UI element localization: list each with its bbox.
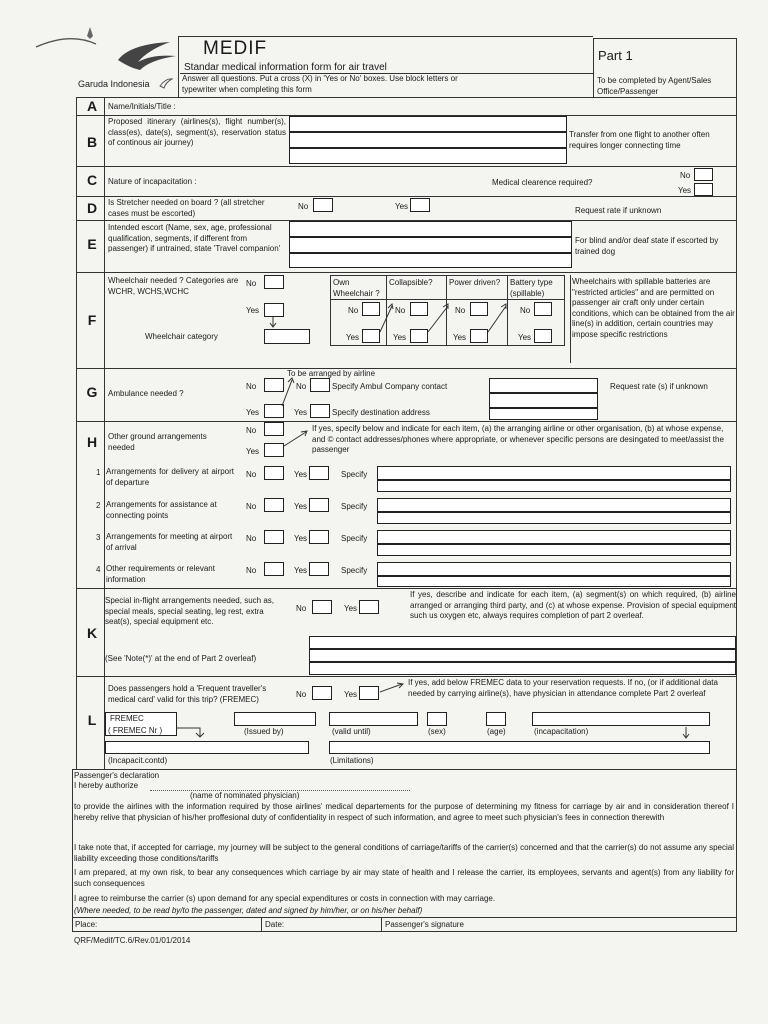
other-specify-field[interactable] [377,562,731,576]
age-field[interactable] [486,712,506,726]
ground-no-label: No [246,426,257,435]
arrow-right-icon [282,428,312,450]
assistance-specify-label: Specify [341,502,368,511]
other-specify-label: Specify [341,566,368,575]
incapacitation-label: Nature of incapacitation : [108,177,197,186]
ground-arrangements-label: Other ground arrangements needed [108,432,207,452]
arrow-down-right-icon [176,724,208,740]
form-subtitle: Standar medical information form for air travel [184,62,387,73]
ground-yes-label: Yes [246,447,260,456]
section-e-letter: E [87,236,97,252]
delivery-specify-label: Specify [341,470,368,479]
section-f-letter: F [87,312,97,328]
ambulance-destination-label: Specify destination address [332,408,430,417]
authorize-label: I hereby authorize [74,781,139,790]
brand-mark-icon [158,76,174,90]
inflight-yes-label: Yes [344,604,358,613]
signature-field[interactable] [480,918,734,931]
incapacitation-field[interactable] [532,712,710,726]
delivery-specify-field-2[interactable] [377,480,731,492]
valid-until-label: (valid until) [332,727,371,736]
wheelchair-no-checkbox[interactable] [264,275,284,289]
other-specify-field-2[interactable] [377,576,731,587]
brand-name: Garuda Indonesia [78,79,150,89]
fremec-label: FREMEC [110,714,144,723]
age-label: (age) [487,727,506,736]
signature-label: Passenger's signature [385,920,464,929]
section-h-letter: H [86,434,98,450]
airline-arranged-no-label: No [296,382,307,391]
wheelchair-yes-checkbox[interactable] [264,303,284,317]
item-2-number: 2 [96,501,101,510]
see-note-label: (See 'Note(*)' at the end of Part 2 overleaf) [105,654,257,663]
section-b-letter: B [86,134,98,150]
issued-by-field[interactable] [234,712,316,726]
clearance-no-label: No [680,171,691,180]
inflight-field-2[interactable] [309,649,736,662]
limitations-field[interactable] [329,741,710,754]
form-title: MEDIF [203,38,268,59]
issued-by-label: (Issued by) [244,727,284,736]
clearance-yes-checkbox[interactable] [694,183,713,196]
physician-name-label: (name of nominated physician) [190,791,300,800]
form-code: QRF/Medif/TC.6/Rev.01/01/2014 [74,936,191,945]
collapsible-yes-label: Yes [393,333,407,342]
clearance-yes-label: Yes [678,186,692,195]
name-field[interactable] [200,98,730,112]
fremec-no-checkbox[interactable] [312,686,332,700]
section-a-letter: A [86,98,98,114]
meeting-arrangements-label: Arrangements for meeting at airport of arrival [106,532,233,552]
stretcher-label: Is Stretcher needed on board ? (all stretcher cases must be escorted) [108,198,265,218]
delivery-yes-checkbox[interactable] [309,466,329,480]
ambulance-no-label: No [246,382,257,391]
itinerary-field-3[interactable] [289,148,567,164]
power-yes-label: Yes [453,333,467,342]
delivery-no-checkbox[interactable] [264,466,284,480]
fremec-yes-checkbox[interactable] [359,686,379,700]
other-no-checkbox[interactable] [264,562,284,576]
delivery-yes-label: Yes [294,470,308,479]
own-no-label: No [348,306,359,315]
arrow-up-icon [280,376,300,410]
itinerary-label: Proposed itinerary (airlines(s), flight number(s), class(es), date(s), segment(s), reservation status of continous air journey) [108,117,286,147]
escort-label: Intended escort (Name, sex, age, professional qualification, segments, if different from passenger) if untrained, state 'Travel companion' [108,223,281,253]
airline-arranged-yes-checkbox[interactable] [310,404,330,418]
form-instructions: Answer all questions. Put a cross (X) in 'Yes or No' boxes. Use block letters or typewriter when completing this form [182,74,458,94]
stretcher-no-checkbox[interactable] [313,198,333,212]
wheelchair-category-field[interactable] [264,329,310,344]
section-g-letter: G [86,384,98,400]
ambulance-contact-field-2[interactable] [489,393,598,408]
fremec-question-label: Does passengers hold a 'Frequent traveller's medical card' valid for this trip? (FREMEC) [108,684,267,704]
ground-yes-checkbox[interactable] [264,443,284,457]
ground-no-checkbox[interactable] [264,422,284,436]
escort-field-3[interactable] [289,253,572,268]
transfer-note: Transfer from one flight to another often requires longer connecting time [569,130,710,150]
meeting-no-label: No [246,534,257,543]
item-1-number: 1 [96,468,101,477]
name-label: Name/Initials/Title : [108,102,176,111]
inflight-arrangements-label: Special in-flight arrangements needed, such as, special meals, special seating, leg rest, extra seat(s), special equipment etc. [105,596,274,626]
place-field[interactable] [100,918,258,931]
item-4-number: 4 [96,565,101,574]
own-wheelchair-header: Own Wheelchair ? [333,278,380,298]
ambulance-contact-field[interactable] [489,378,598,393]
declaration-paragraph-5: (Where needed, to be read by/to the passenger, dated and signed by him/her, or on his/her behalf) [74,906,423,915]
ambulance-contact-label: Specify Ambul Company contact [332,382,448,391]
collapsible-no-label: No [395,306,406,315]
battery-yes-label: Yes [518,333,532,342]
section-c-letter: C [86,172,98,188]
stretcher-yes-checkbox[interactable] [410,198,430,212]
garuda-logo-icon [30,22,180,77]
inflight-field-1[interactable] [309,636,736,649]
airline-arranged-no-checkbox[interactable] [310,378,330,392]
delivery-arrangements-label: Arrangements for delivery at airport of departure [106,467,234,487]
power-no-label: No [455,306,466,315]
incapacitation-code-label: (incapacitation) [534,727,589,736]
wheelchair-category-label: Wheelchair category [145,332,218,341]
declaration-paragraph-4: I agree to reimburse the carrier (s) upon demand for any special expenditures or costs in connection with may carriage. [74,894,496,903]
spillable-battery-note: Wheelchairs with spillable batteries are "restricted articles" and are permitted on passenger air craft only under certain conditions, which can be obtained from the air line(s) in addition, certain countries may impose specific restrictions [572,277,735,339]
arranged-by-airline-label: To be arranged by airline [287,369,376,378]
inflight-yes-checkbox[interactable] [359,600,379,614]
physician-name-field[interactable] [150,782,410,791]
assistance-specify-field-2[interactable] [377,512,731,524]
stretcher-no-label: No [298,202,309,211]
clearance-label: Medical clearence required? [492,178,593,187]
fremec-yes-label: Yes [344,690,358,699]
power-driven-header: Power driven? [449,278,501,287]
declaration-title: Passenger's declaration [74,771,160,780]
assistance-yes-checkbox[interactable] [309,498,329,512]
section-k-letter: K [86,625,98,641]
fremec-note: If yes, add below FREMEC data to your reservation requests. If no, (or if additional data needed by carrying airline(s), have physician in attendance complete Part 2 overleaf [408,678,718,698]
arrow-right-icon [378,680,408,696]
battery-type-header: Battery type (spillable) [510,278,553,298]
item-3-number: 3 [96,533,101,542]
date-label: Date: [265,920,285,929]
meeting-specify-field[interactable] [377,530,731,544]
stretcher-rate-label: Request rate if unknown [575,206,662,215]
meeting-no-checkbox[interactable] [264,530,284,544]
meeting-specify-label: Specify [341,534,368,543]
arrow-down-icon [680,727,694,741]
clearance-no-checkbox[interactable] [694,168,713,181]
ambulance-rate-label: Request rate (s) if unknown [610,382,708,391]
other-no-label: No [246,566,257,575]
section-d-letter: D [86,200,98,216]
limitations-label: (Limitations) [330,756,374,765]
meeting-yes-checkbox[interactable] [309,530,329,544]
section-l-letter: L [87,712,97,728]
escort-field-1[interactable] [289,221,572,237]
part-note: To be completed by Agent/Sales Office/Passenger [597,76,712,96]
other-yes-checkbox[interactable] [309,562,329,576]
guide-dog-note: For blind and/or deaf state if escorted by trained dog [575,236,719,256]
dependency-arrows-icon [378,300,568,335]
arrow-down-icon [268,317,282,329]
airline-arranged-yes-label: Yes [294,408,308,417]
meeting-specify-field-2[interactable] [377,544,731,556]
wheelchair-no-label: No [246,279,257,288]
other-requirements-label: Other requirements or relevant information [106,564,215,584]
wheelchair-label: Wheelchair needed ? Categories are WCHR, WCHS,WCHC [108,276,239,296]
battery-no-label: No [520,306,531,315]
ambulance-destination-field[interactable] [489,408,598,420]
ground-arrangements-note: If yes, specify below and indicate for each item, (a) the arranging airline or other organisation, (b) at whose expense, and © contact addresses/phones where appropriate, or whenever specific persons are desingated to meet/assist the passenger [312,424,724,454]
other-yes-label: Yes [294,566,308,575]
delivery-specify-field[interactable] [377,466,731,480]
inflight-note: If yes, describe and indicate for each item, (a) segment(s) on which required, (b) airline arranged or arranging third party, and (c) at whose expense. Provision of special equipment such us oxygen etc, always requires completion of part 2 overleaf. [410,590,736,620]
inflight-field-3[interactable] [309,662,736,675]
itinerary-field-2[interactable] [289,132,567,148]
assistance-no-label: No [246,502,257,511]
meeting-yes-label: Yes [294,534,308,543]
declaration-paragraph-3: I am prepared, at my own risk, to bear any consequences which carriage by air may state of health and I release the carrier, its employees, servants and agent(s) from any liability for such consequences [74,868,734,888]
ambulance-label: Ambulance needed ? [108,389,184,398]
inflight-no-label: No [296,604,307,613]
part-label: Part 1 [598,48,633,63]
wheelchair-yes-label: Yes [246,306,260,315]
assistance-arrangements-label: Arrangements for assistance at connecting points [106,500,217,520]
escort-field-2[interactable] [289,237,572,253]
declaration-paragraph-1: to provide the airlines with the information required by those airlines' medical departements for the purpose of determining my fitness for carriage by air and in consideration thereof I hereby relive that physician of his/her proffesional duty of confidentiality in respect of such information, and agree to meet such physician's fees in connection therewith [74,802,734,822]
fremec-nr-label: ( FREMEC Nr ) [108,726,163,735]
date-field[interactable] [290,918,378,931]
valid-until-field[interactable] [329,712,418,726]
sex-label: (sex) [428,727,446,736]
place-label: Place: [75,920,98,929]
assistance-no-checkbox[interactable] [264,498,284,512]
stretcher-yes-label: Yes [395,202,409,211]
assistance-specify-field[interactable] [377,498,731,512]
itinerary-field-1[interactable] [289,116,567,132]
ambulance-yes-label: Yes [246,408,260,417]
incapacitation-contd-label: (Incapacit.contd) [108,756,168,765]
incapacitation-contd-field[interactable] [105,741,309,754]
delivery-no-label: No [246,470,257,479]
own-yes-label: Yes [346,333,360,342]
sex-field[interactable] [427,712,447,726]
collapsible-header: Collapsible? [389,278,433,287]
inflight-no-checkbox[interactable] [312,600,332,614]
declaration-paragraph-2: I take note that, if accepted for carriage, my journey will be subject to the general conditions of carriage/tariffs of the carrier(s) concerned and that the carrier(s) do not assume any special liability exceeding those conditions/tariffs [74,843,734,863]
assistance-yes-label: Yes [294,502,308,511]
fremec-no-label: No [296,690,307,699]
